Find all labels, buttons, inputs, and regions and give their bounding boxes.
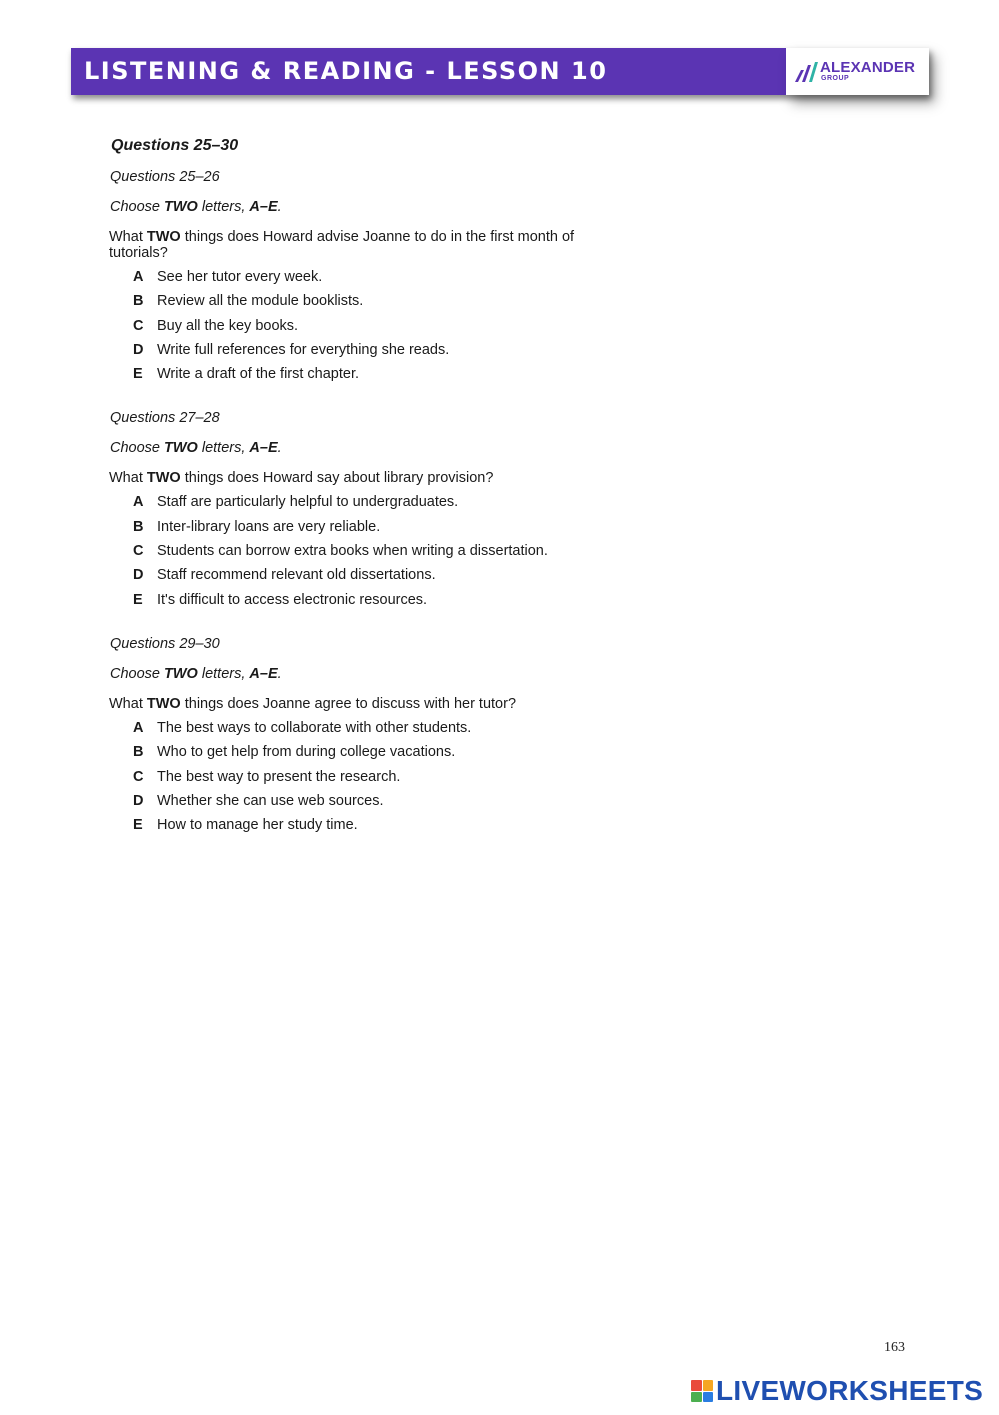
alexander-logo — [786, 48, 929, 95]
option-a: A See her tutor every week. — [133, 269, 323, 285]
options-list — [109, 269, 629, 390]
group-title: Questions 27–28 — [110, 410, 220, 427]
question-group — [109, 169, 629, 390]
group-title: Questions 25–26 — [110, 169, 220, 185]
main-heading: Questions 25–30 — [111, 137, 239, 154]
option-e: E It's difficult to access electronic resources. — [133, 591, 428, 608]
page-title: LISTENING & READING - LESSON 10 — [84, 57, 608, 85]
liveworksheets-logo[interactable] — [691, 1375, 983, 1407]
question-group — [109, 410, 629, 615]
logo-sub: GROUP — [821, 75, 850, 82]
instruction: Choose TWO letters, A–E. — [110, 199, 282, 215]
option-e: E How to manage her study time. — [133, 817, 358, 834]
question-text: What TWO things does Howard advise Joanne to do in the first month of tutorials? — [109, 229, 575, 261]
option-b: B Who to get help from during college vacations. — [133, 744, 456, 761]
group-title: Questions 29–30 — [110, 635, 220, 652]
page-number: 163 — [884, 1340, 905, 1355]
logo-name: ALEXANDER — [820, 59, 916, 76]
option-c: C The best way to present the research. — [133, 768, 401, 785]
option-e: E Write a draft of the first chapter. — [133, 366, 360, 383]
option-a: A Staff are particularly helpful to undergraduates. — [133, 494, 459, 511]
liveworksheets-logo-text: LIVEWORKSHEETS — [716, 1375, 984, 1406]
question-text: What TWO things does Howard say about library provision? — [109, 470, 494, 487]
option-b: B Inter-library loans are very reliable. — [133, 518, 381, 535]
worksheet-content — [109, 137, 629, 841]
option-b: B Review all the module booklists. — [133, 293, 364, 310]
options-list — [109, 494, 629, 615]
alexander-logo-icon — [794, 61, 818, 83]
option-d: D Staff recommend relevant old dissertations. — [133, 567, 436, 584]
question-text: What TWO things does Joanne agree to discuss with her tutor? — [109, 695, 517, 712]
question-group — [109, 636, 629, 841]
liveworksheets-logo-icon — [691, 1380, 713, 1402]
option-d: D Write full references for everything she reads. — [133, 341, 450, 358]
options-list — [109, 720, 629, 841]
option-c: C Buy all the key books. — [133, 317, 299, 334]
option-a: A The best ways to collaborate with other students. — [133, 719, 472, 736]
option-d: D Whether she can use web sources. — [133, 792, 384, 809]
option-c: C Students can borrow extra books when writing a dissertation. — [133, 543, 548, 560]
instruction: Choose TWO letters, A–E. — [110, 665, 282, 682]
instruction: Choose TWO letters, A–E. — [110, 440, 282, 457]
